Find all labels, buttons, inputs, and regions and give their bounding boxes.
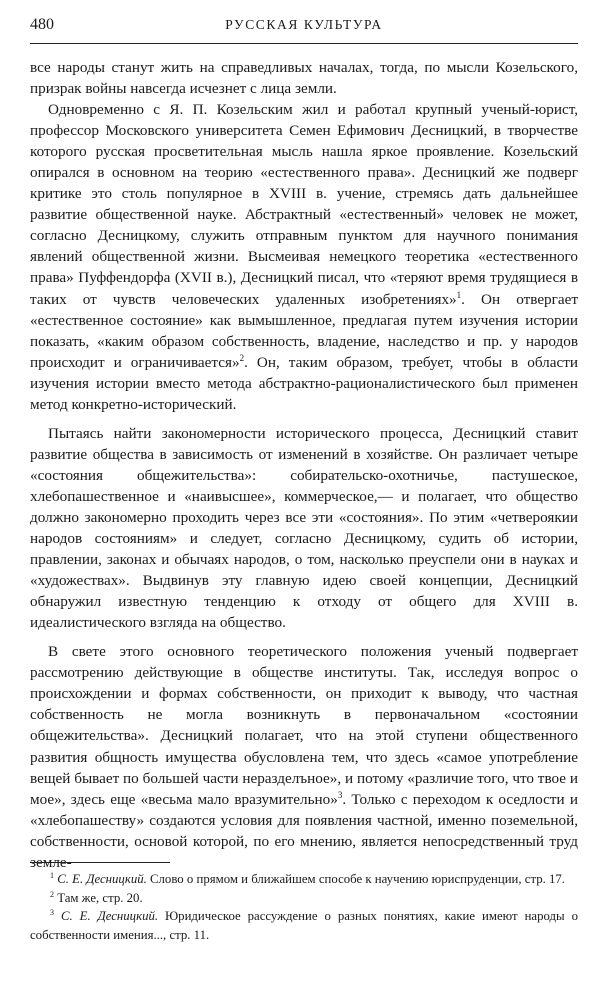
paragraph-1 <box>30 57 578 99</box>
header-rule <box>30 43 578 44</box>
footnote-text: Юридическое рассуждение о разных понятиях, какие имеют народы о собственности имения..., стр. 11. <box>30 909 578 942</box>
paragraph-text: . Он отвергает «естественное состояние» как вымышленное, предлагая путем изучения истории показать, «каким образом собственность, владение, наследство и пр. у народов происходит и ограничивается» <box>30 290 578 371</box>
footnote-ref-1[interactable]: 1 <box>456 289 462 300</box>
footnotes <box>30 870 578 944</box>
paragraph-text: В свете этого основного теоретического положения ученый подвергает рассмотрению действующие в обществе институты. Так, исследуя вопрос о происхождении и формах собственности, он приходит к выводу, что частная собственность не могла возникнуть в первоначальном «состоянии общежительства». Десницкий полагает, что на этой ступени общественного развития общность имущества обусловлена тем, что здесь «самое употребление вещей бывает по большей части неразделъное», и потому «различие того, что твое и мое», здесь еще «весьма мало вразумительно» <box>30 643 578 808</box>
paragraph-text: Пытаясь найти закономерности исторического процесса, Десницкий ставит развитие общества в зависимость от изменений в хозяйстве. Он различает четыре «состояния общежительства»: собирательско-охотничье, пастушеское, хлебопашественное и «наивысшее», коммерческое,— и полагает, что общество должно закономерно проходить через все эти «состояния». По этим «четвероякии народов состояниям» и следует, согласно Десницкому, судить об истории, правлении, законах и обычаях народов, о том, насколько преуспели они в науках и «художествах». Выдвинув эту главную идею своей концепции, Десницкий обнаружил известную тенденцию к отходу от общего для XVIII в. идеалистического взгляда на общество. <box>30 424 578 632</box>
footnote-text: Слово о прямом и ближайшем способе к научению юриспруденции, стр. 17. <box>146 872 566 886</box>
paragraph-text: Одновременно с Я. П. Козельским жил и работал крупный ученый-юрист, профессор Московского университета Семен Ефимович Десницкий, в творчестве которого русская просветительная мысль нашла яркое проявление. Козельский опирался в основном на теорию «естественного права». Десницкий же подверг критике это столь популярное в XVIII в. учение, стремясь дать дальнейшее развитие общественной науке. Абстрактный «естественный» человек не может, согласно Десницкому, служить отправным пунктом для научного понимания явлений общественной жизни. Высмеивая немецкого теоретика «естественного права» Пуффендорфа (XVII в.), Десницкий писал, что «теряют время трудящиеся в таких от чувств человеческих удаленных изобретениях» <box>30 101 578 308</box>
footnote-author: С. Е. Десницкий. <box>57 872 147 886</box>
main-text <box>30 57 578 873</box>
running-title: РУССКАЯ КУЛЬТУРА <box>225 17 383 32</box>
paragraph-text: . Только с переходом к оседлости и «хлебопашеству» создаются условия для появления частной, именно поземельной, собственности, основой которой, по его мнению, является непосредственный труд земле- <box>30 790 578 871</box>
page-header <box>30 14 578 36</box>
footnote-ref-3[interactable]: 3 <box>337 789 343 800</box>
footnote-number: 2 <box>50 889 54 899</box>
footnote-number: 1 <box>50 871 54 880</box>
paragraph-4 <box>30 641 578 873</box>
paragraph-text: . Он, таким образом, требует, чтобы в области изучения истории вместо метода абстрактно-рационалистического был применен метод конкретно-исторический. <box>30 353 578 413</box>
paragraph-text: все народы станут жить на справедливых началах, тогда, по мысли Козельского, призрак войны навсегда исчезнет с лица земли. <box>30 59 578 98</box>
footnote-rule <box>30 862 170 863</box>
footnote-author: С. Е. Десницкий. <box>60 909 159 923</box>
page-number: 480 <box>30 16 54 33</box>
footnote-number: 3 <box>50 908 54 917</box>
paragraph-3 <box>30 423 578 633</box>
footnote-ref-2[interactable]: 2 <box>239 352 245 363</box>
paragraph-2 <box>30 99 578 415</box>
footnote-3 <box>30 907 578 944</box>
footnote-1 <box>30 870 578 889</box>
footnote-text: Там же, стр. 20. <box>57 890 143 905</box>
footnote-2 <box>30 889 578 908</box>
